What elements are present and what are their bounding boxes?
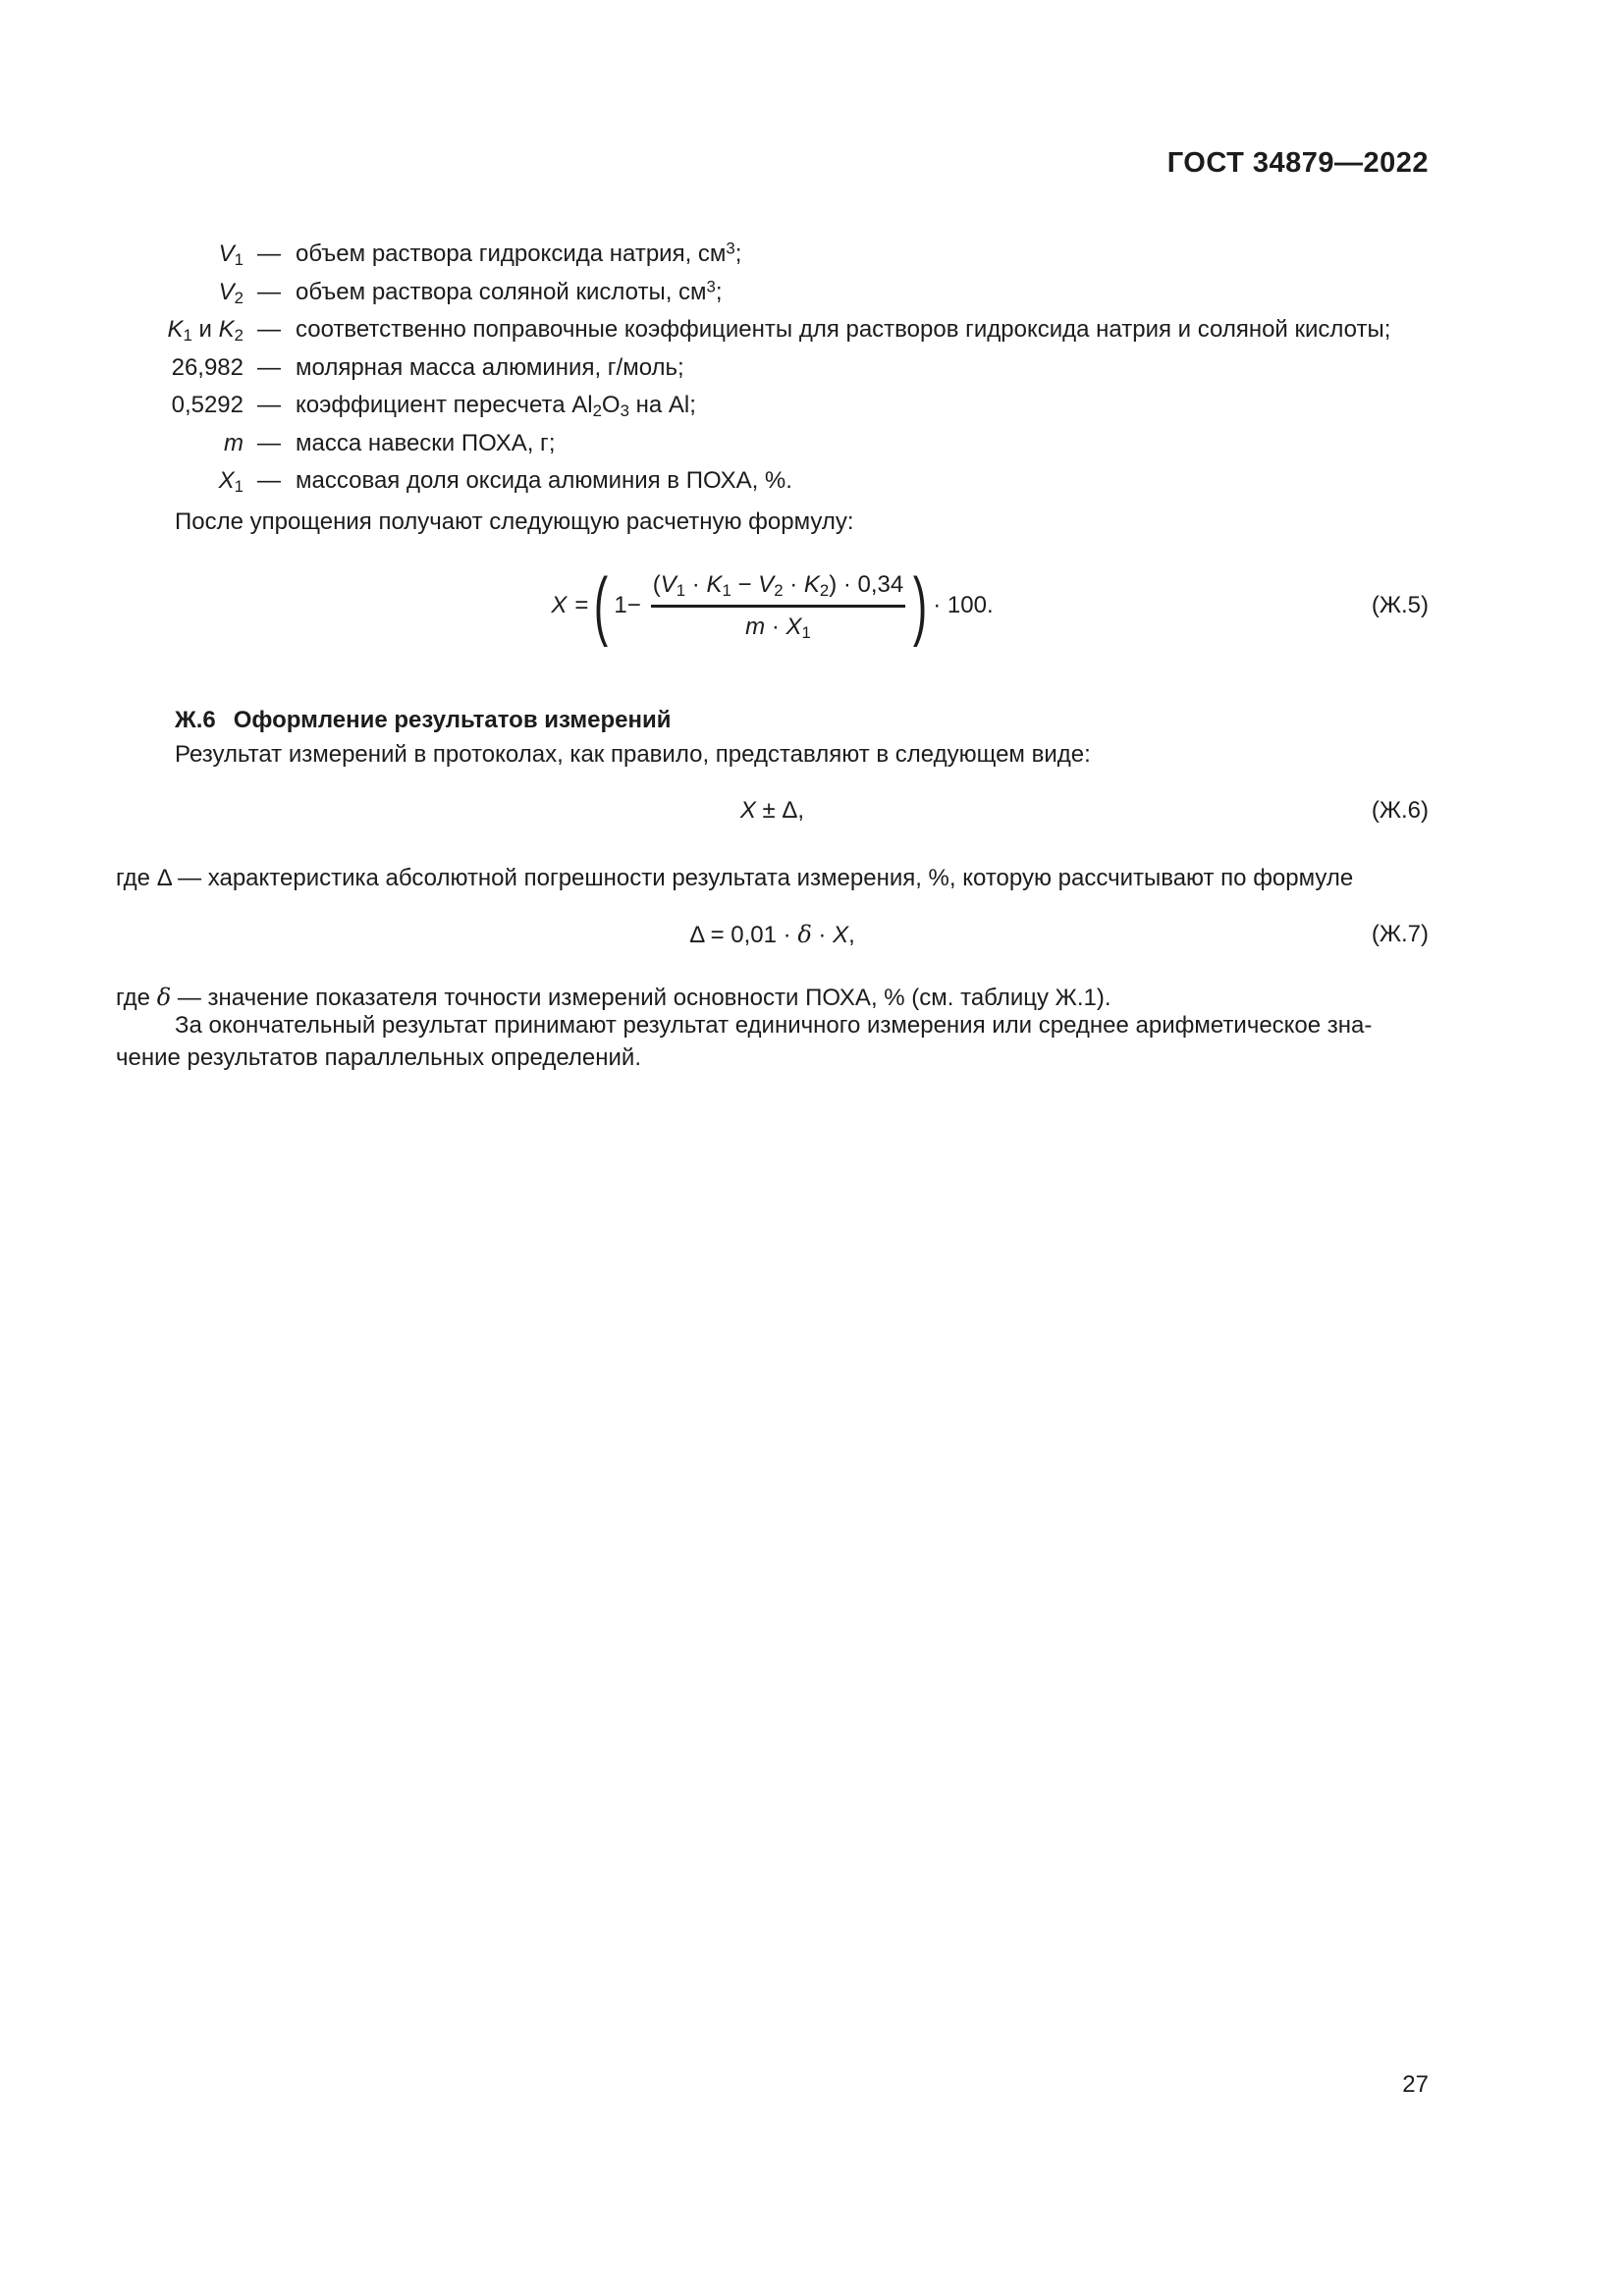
definition-row-v2 (116, 274, 1390, 312)
formula-zh6-row (116, 791, 1429, 830)
definition-term: 26,982 (171, 353, 244, 381)
definition-text: молярная масса алюминия, г/моль; (296, 353, 684, 381)
paragraph-where-small-delta: где δ — значение показателя точности измерений основности ПОХА, % (см. таблицу Ж.1). (116, 984, 1111, 1011)
section-title: Оформление результатов измерений (233, 707, 672, 733)
paragraph-after-simplify: После упрощения получают следующую расчетную формулу: (175, 508, 854, 535)
definition-row-k (116, 311, 1390, 349)
equation-label-zh5: (Ж.5) (1371, 592, 1429, 618)
definition-text: объем раствора гидроксида натрия, $см^3$; (296, 239, 742, 267)
multiplier: · 100. (933, 592, 994, 618)
formula-zh6: X ± Δ, (739, 797, 805, 824)
definition-dash: — (257, 429, 281, 456)
definition-dash: — (257, 240, 281, 267)
equation-label-zh6: (Ж.6) (1371, 797, 1429, 824)
equation-label-zh7: (Ж.7) (1371, 921, 1429, 947)
section-heading (116, 704, 1429, 736)
definition-dash: — (257, 353, 281, 381)
definition-dash: — (257, 392, 281, 418)
numerator: $(V_1 \cdot K_1 - V_2 \cdot K_2) \cdot 0,34$ (652, 570, 904, 600)
paragraph-final-line1: За окончательный результат принимают результат единичного измерения или среднее арифметическое зна- (175, 1012, 1373, 1039)
one-minus: 1− (614, 592, 641, 618)
definition-term: $V_1$ (218, 240, 244, 270)
close-paren: ) (913, 561, 928, 649)
definition-dash: — (257, 316, 281, 343)
paragraph-where-delta: где Δ — характеристика абсолютной погрешности результата измерения, %, которую рассчитывают по формуле (116, 865, 1354, 891)
paragraph-final (116, 1009, 1429, 1074)
definition-row-coefficient (116, 387, 1390, 425)
formula-zh5 (547, 561, 997, 649)
definition-term: $K_1$ и $K_2$ (167, 316, 244, 346)
formula-zh7-row (116, 915, 1429, 954)
definition-term: $V_2$ (218, 278, 244, 307)
definition-term: $X_1$ (218, 467, 244, 497)
formula-zh7: Δ = 0,01 · δ · X, (689, 920, 855, 948)
definition-term: 0,5292 (171, 392, 244, 418)
denominator: $m \cdot X_1$ (651, 605, 905, 641)
paragraph-final-line2: чение результатов параллельных определений. (116, 1044, 641, 1071)
definition-list (116, 236, 1390, 501)
definition-row-v1 (116, 236, 1390, 274)
definition-term: m (224, 429, 244, 456)
definition-row-x1 (116, 462, 1390, 501)
definition-text: масса навески ПОХА, г; (296, 429, 556, 456)
open-paren: ( (594, 561, 609, 649)
formula-zh5-row (116, 555, 1429, 657)
section-label: Ж.6 (175, 707, 216, 733)
definition-row-molar-mass (116, 349, 1390, 388)
definition-dash: — (257, 467, 281, 494)
fraction (651, 571, 905, 641)
definition-text: массовая доля оксида алюминия в ПОХА, %. (296, 467, 792, 494)
page-number: 27 (1402, 2071, 1429, 2098)
paragraph-result-form: Результат измерений в протоколах, как правило, представляют в следующем виде: (175, 741, 1091, 768)
definition-row-m (116, 425, 1390, 463)
formula-lhs: X (551, 592, 568, 618)
standard-number-header: ГОСТ 34879—2022 (1166, 147, 1429, 179)
equals-sign: = (574, 592, 589, 618)
definition-text: соответственно поправочные коэффициенты для растворов гидроксида натрия и соляной кислоты; (296, 316, 1391, 343)
definition-dash: — (257, 278, 281, 305)
definition-text: объем раствора соляной кислоты, $см^3$; (296, 276, 723, 305)
definition-text: коэффициент пересчета $Al_2O_3$ на Al; (296, 392, 696, 421)
